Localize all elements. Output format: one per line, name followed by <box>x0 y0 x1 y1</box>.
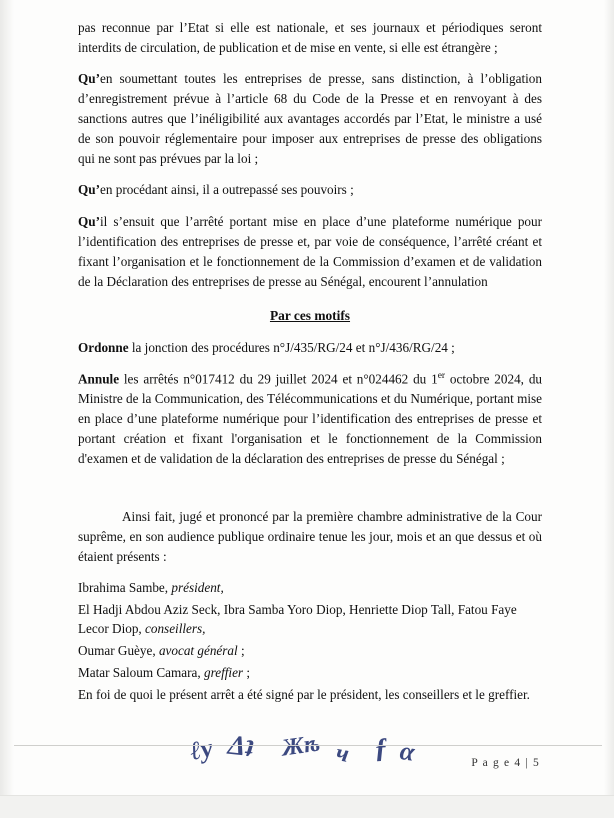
paragraph-final-signature-note <box>78 685 542 705</box>
member-conseillers <box>78 600 542 640</box>
footer-divider <box>14 745 602 746</box>
paragraph-lead: Qu’ <box>78 71 100 87</box>
document-body <box>78 18 542 716</box>
paragraph-annule <box>78 369 542 470</box>
member-avocat-general <box>78 641 542 661</box>
member-role: avocat général <box>158 643 238 659</box>
signature-mark-3: Жѣ <box>280 730 322 762</box>
member-name: El Hadji Abdou Aziz Seck, Ibra Samba Yoro Diop, Henriette Diop Tall, Fatou Faye Lecor Diop, <box>78 601 517 637</box>
paragraph-text: pas reconnue par l’Etat si elle est nationale, et ses journaux et périodiques seront interdits de circulation, de publication et de mise en vente, si elle est étrangère ; <box>78 20 542 56</box>
paragraph-text: il s’ensuit que l’arrêté portant mise en place d’une plateforme numérique pour l’identification des entreprises de presse et, par voie de conséquence, l’arrêté créant et fixant l’organisation et le fonctionnement de la Commission d’examen et de validation de la Déclaration des entreprises de presse au Sénégal, encourent l’annulation <box>78 213 542 289</box>
member-greffier <box>78 663 542 683</box>
ordonne-lead: Ordonne <box>78 339 129 355</box>
paragraph-ainsi-fait <box>78 507 542 567</box>
paragraph-ordonne <box>78 338 542 358</box>
annule-superscript: er <box>437 370 446 381</box>
scan-edge-right <box>604 0 614 818</box>
member-role: président, <box>171 579 224 595</box>
final-text: En foi de quoi le présent arrêt a été signé par le président, les conseillers et le greffier. <box>78 686 530 702</box>
paragraph-lead: Qu’ <box>78 182 100 198</box>
section-spacer <box>78 481 542 507</box>
annule-text-2: octobre 2024, du Ministre de la Communication, des Télécommunications et du Numérique, portant mise en place d’une plateforme numérique pour l’identification des entreprises de presse et portant création et fixant l'organisation et le fonctionnement de la Commission d'examen et de validation de la déclaration des entreprises de presse du Sénégal ; <box>78 371 543 467</box>
section-heading-par-ces-motifs: Par ces motifs <box>269 307 351 323</box>
annule-text-1: les arrêtés n°017412 du 29 juillet 2024 et n°024462 du 1 <box>119 371 438 387</box>
member-name: Oumar Guèye, <box>78 643 156 659</box>
member-tail: ; <box>243 664 251 680</box>
paragraph-text: en soumettant toutes les entreprises de presse, sans distinction, à l’obligation d’enregistrement prévue à l’article 68 du Code de la Presse et en renvoyant à des sanctions autres que l’inéligibilité aux avantages accordés par l’Etat, le ministre a usé de son pouvoir réglementaire pour imposer aux entreprises de presse des obligations qui ne sont pas prévues par la loi ; <box>78 71 542 167</box>
page-number: P a g e 4 | 5 <box>471 757 540 769</box>
signature-mark-6: α <box>398 736 417 767</box>
paragraph-quen-soumettant <box>78 69 542 169</box>
member-president <box>78 578 542 598</box>
member-role: conseillers, <box>145 621 206 637</box>
paragraph-quil-sensuit <box>78 212 542 292</box>
member-role: greffier <box>203 664 244 680</box>
paragraph-text: en procédant ainsi, il a outrepassé ses pouvoirs ; <box>99 182 354 198</box>
paragraph-lead: Qu’ <box>78 213 100 229</box>
ainsi-fait-text: Ainsi fait, jugé et prononcé par la première chambre administrative de la Cour suprême, en son audience publique ordinaire tenue les jour, mois et an que dessus et où étaient présents : <box>78 508 542 564</box>
member-name: Matar Saloum Camara, <box>78 664 201 680</box>
signature-mark-5: ƒ <box>372 732 390 765</box>
ordonne-text: la jonction des procédures n°J/435/RG/24 et n°J/436/RG/24 ; <box>128 339 455 355</box>
scan-bottom-band <box>0 795 614 818</box>
signature-mark-4: ч <box>333 740 351 768</box>
scan-edge-left <box>0 0 14 818</box>
annule-lead: Annule <box>78 371 120 387</box>
paragraph-quen-procedant <box>78 180 542 200</box>
paragraph-continuation <box>78 18 542 58</box>
signature-mark-1: ℓу <box>187 732 216 767</box>
signature-mark-2: Δʇ <box>226 729 255 764</box>
member-name: Ibrahima Sambe, <box>78 579 169 595</box>
member-tail: ; <box>237 643 245 659</box>
